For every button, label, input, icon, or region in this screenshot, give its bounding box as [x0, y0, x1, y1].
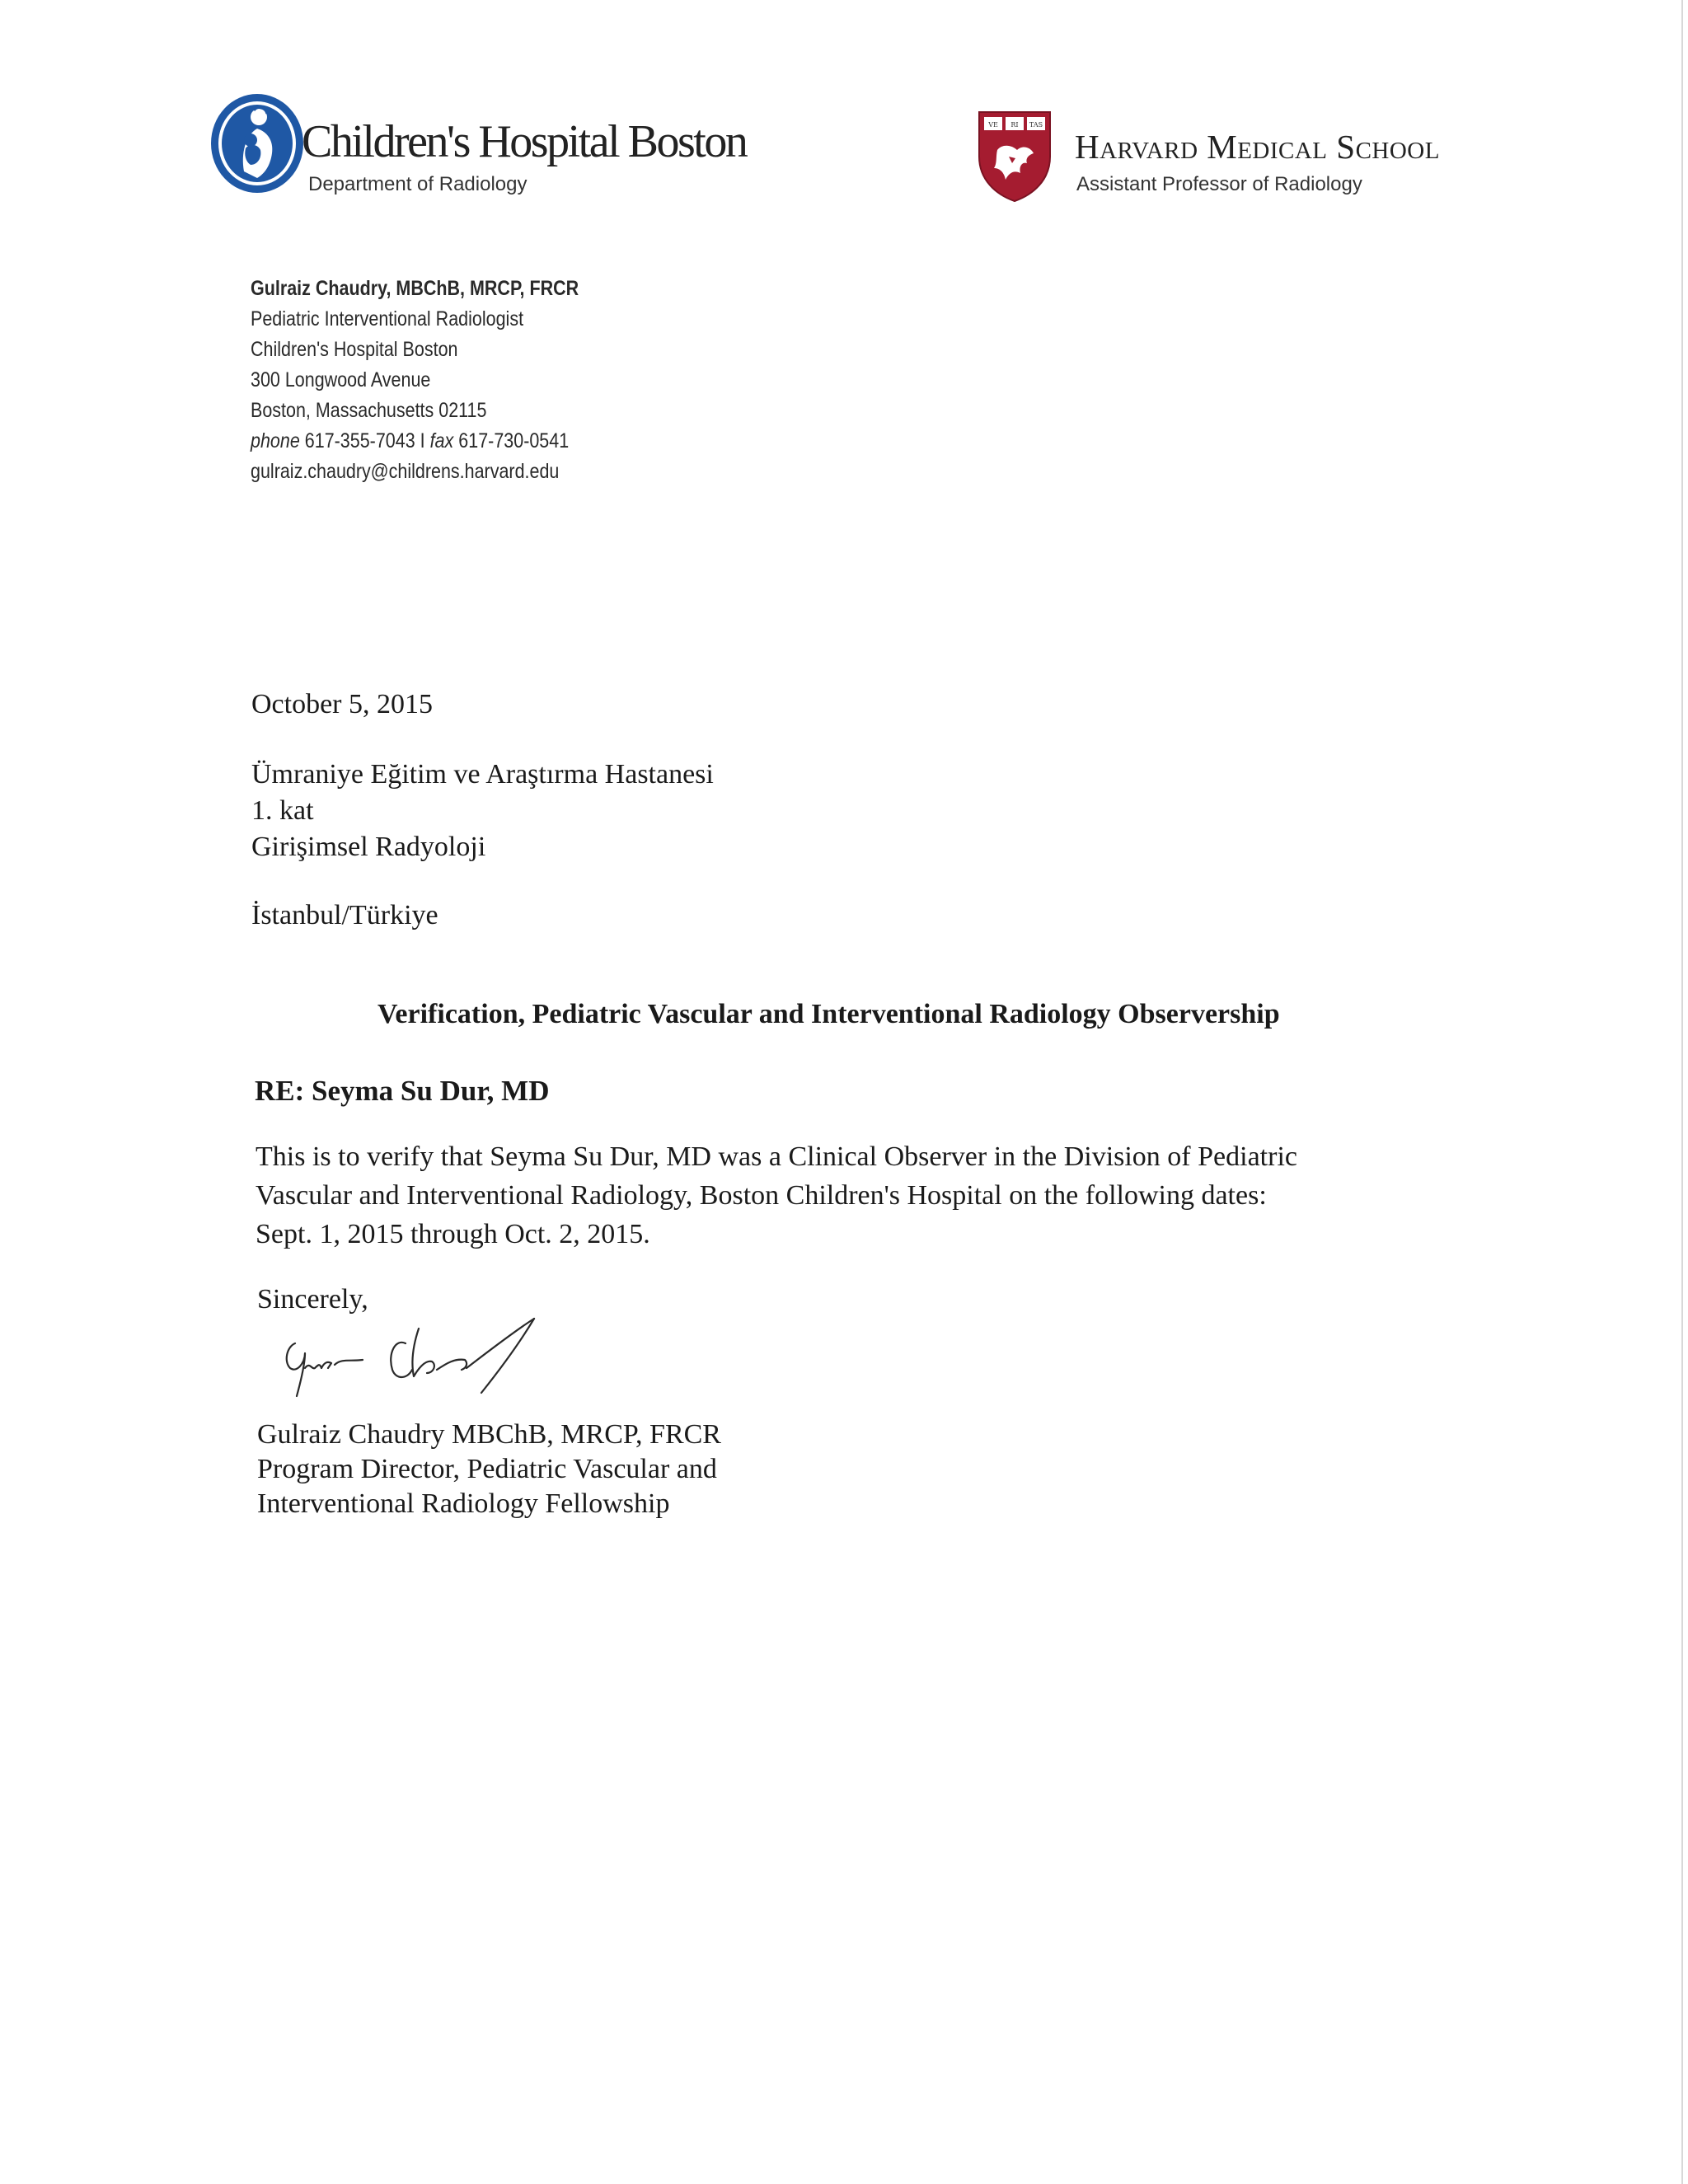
sender-email: gulraiz.chaudry@childrens.harvard.edu — [251, 460, 560, 483]
shield-motto-tas: TAS — [1029, 121, 1043, 129]
sender-name: Gulraiz Chaudry, MBChB, MRCP, FRCR — [251, 277, 579, 300]
childrens-hospital-logo-icon — [208, 89, 308, 196]
sender-role: Pediatric Interventional Radiologist — [251, 307, 524, 330]
letter-body — [256, 1137, 1297, 1254]
re-line: RE: Seyma Su Dur, MD — [255, 1075, 550, 1107]
recipient-line: Girişimsel Radyoloji — [251, 832, 486, 862]
recipient-address — [251, 757, 714, 865]
letter-subject: Verification, Pediatric Vascular and Interventional Radiology Observership — [377, 999, 1280, 1029]
shield-motto-ri: RI — [1010, 121, 1019, 129]
shield-motto-ve: VE — [988, 121, 998, 129]
page-edge — [1681, 0, 1683, 2184]
harvard-shield-icon — [976, 109, 1053, 204]
signer-title: Program Director, Pediatric Vascular and — [257, 1454, 717, 1484]
harvard-medical-school-name: Harvard Medical School — [1075, 128, 1440, 166]
body-line: Vascular and Interventional Radiology, Boston Children's Hospital on the following dates: — [256, 1180, 1267, 1211]
recipient-city: İstanbul/Türkiye — [251, 900, 438, 930]
letter-date: October 5, 2015 — [251, 689, 434, 719]
signer-name: Gulraiz Chaudry MBChB, MRCP, FRCR — [257, 1419, 721, 1450]
body-line: Sept. 1, 2015 through Oct. 2, 2015. — [256, 1219, 650, 1249]
sender-city: Boston, Massachusetts 02115 — [251, 399, 487, 422]
body-line: This is to verify that Seyma Su Dur, MD was a Clinical Observer in the Division of Pediatric — [256, 1141, 1297, 1172]
contact-separator: I — [420, 429, 425, 452]
signature-block — [257, 1418, 721, 1521]
fax-number: 617-730-0541 — [458, 429, 570, 452]
signer-title: Interventional Radiology Fellowship — [257, 1488, 670, 1519]
sender-contact — [251, 426, 579, 457]
sender-street: 300 Longwood Avenue — [251, 368, 431, 391]
closing: Sincerely, — [257, 1284, 368, 1315]
phone-number: 617-355-7043 — [304, 429, 415, 452]
department-name: Department of Radiology — [308, 173, 528, 195]
childrens-hospital-name: Children's Hospital Boston — [302, 116, 747, 167]
recipient-line: Ümraniye Eğitim ve Araştırma Hastanesi — [251, 759, 714, 790]
handwritten-signature — [272, 1310, 602, 1409]
recipient-line: 1. kat — [251, 795, 314, 826]
academic-title: Assistant Professor of Radiology — [1076, 173, 1362, 195]
sender-block — [251, 274, 579, 487]
fax-label: fax — [429, 429, 454, 452]
sender-organization: Children's Hospital Boston — [251, 338, 458, 361]
phone-label: phone — [251, 429, 300, 452]
